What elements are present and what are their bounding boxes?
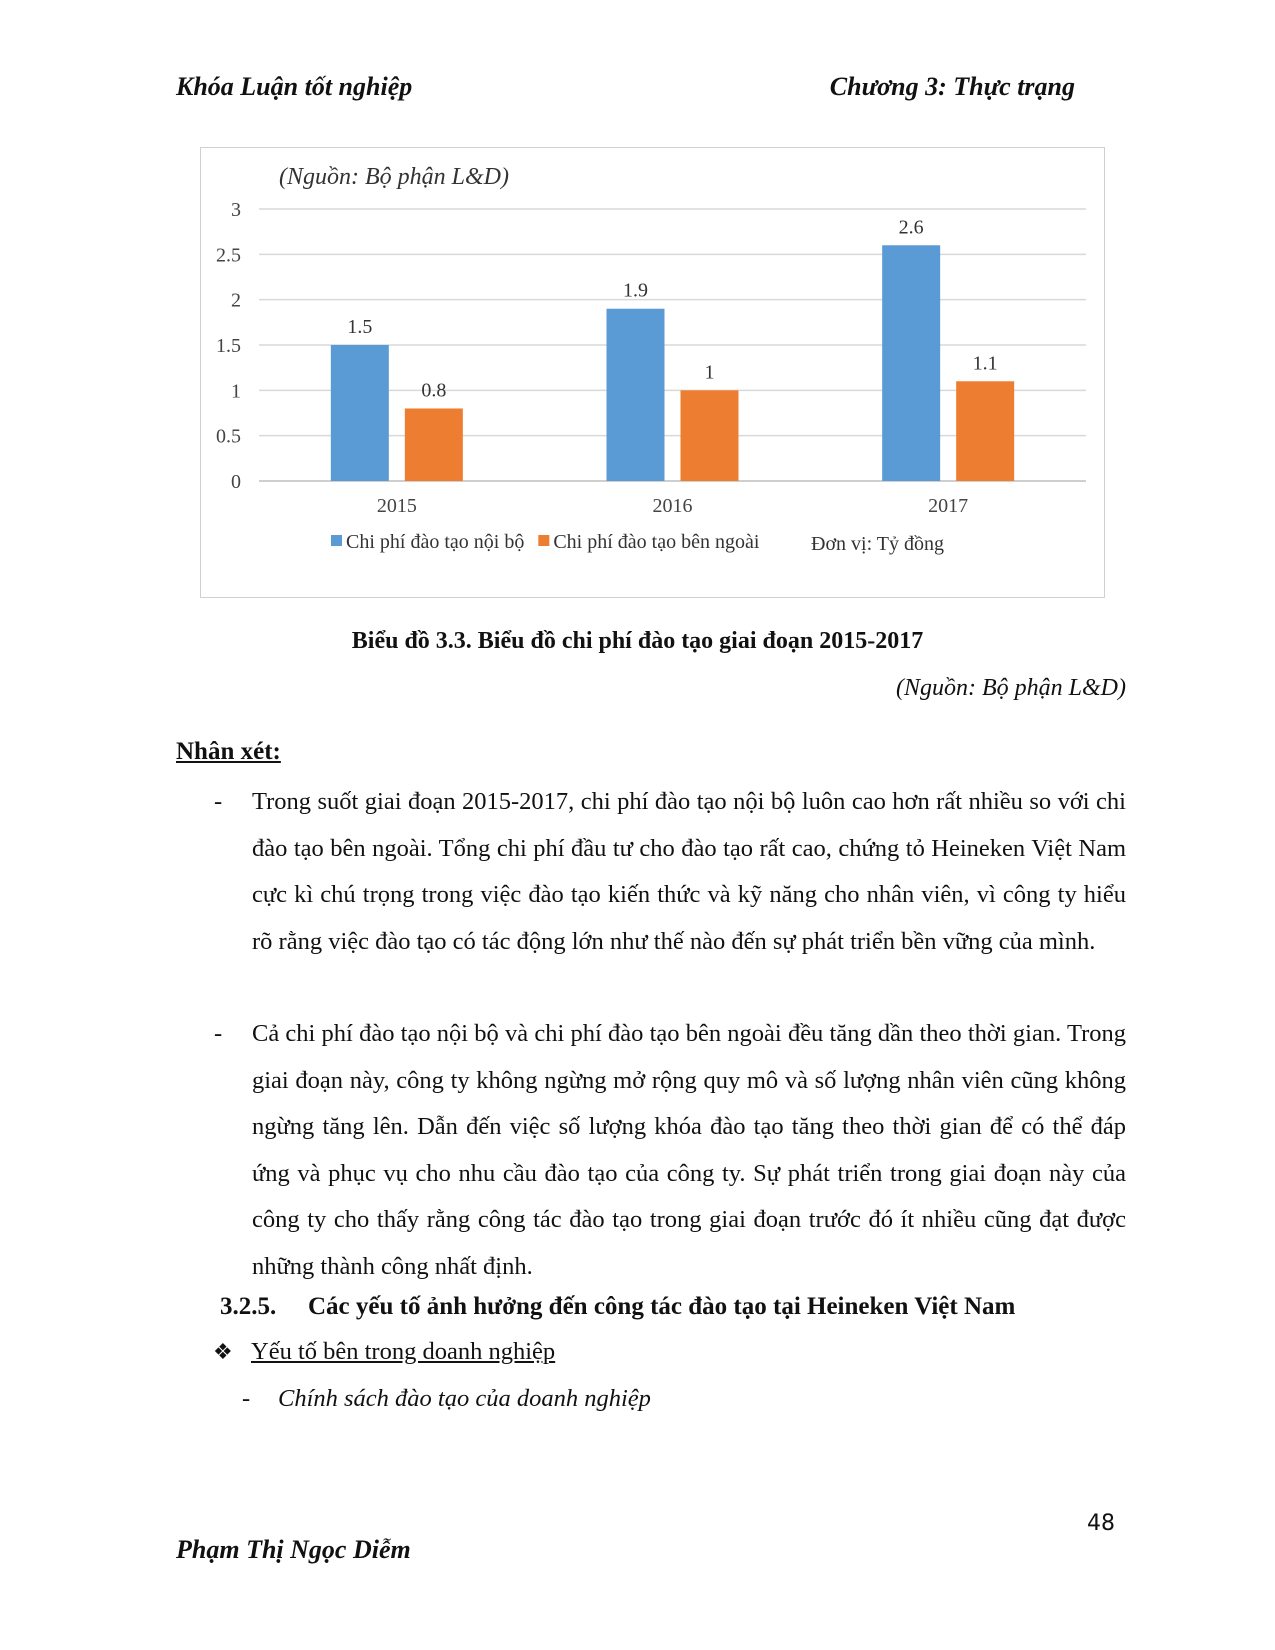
y-tick-label: 1 <box>231 380 241 403</box>
factor-heading <box>213 1338 555 1366</box>
remark-item <box>176 1011 1126 1291</box>
y-tick-label: 3 <box>231 199 241 221</box>
factor-label: Yếu tố bên trong doanh nghiệp <box>251 1338 556 1365</box>
remarks-heading: Nhân xét: <box>176 738 281 765</box>
x-tick-label: 2016 <box>652 495 693 517</box>
section-heading <box>220 1293 1015 1321</box>
bar-external <box>681 390 739 481</box>
header-left-title: Khóa Luận tốt nghiệp <box>176 72 413 101</box>
bullet-dash: - <box>242 1385 251 1412</box>
data-label: 1.9 <box>623 279 648 302</box>
remark-text: Cả chi phí đào tạo nội bộ và chi phí đào tạo bên ngoài đều tăng dần theo thời gian. Trong giai đoạn này, công ty không ngừng mở rộng quy mô và số lượng nhân viên cũng không ngừng tăng lên. Dẫn đến việc số lượng khóa đào tạo tăng theo thời gian để có thể đáp ứng và phục vụ cho nhu cầu đào tạo của công ty. Sự phát triển trong giai đoạn này của công ty cho thấy rằng công tác đào tạo trong giai đoạn trước đó ít nhiều cũng đạt được những thành công nhất định. <box>252 1020 1126 1280</box>
bar-internal <box>882 245 940 481</box>
figure-caption: Biểu đồ 3.3. Biểu đồ chi phí đào tạo giai đoạn 2015-2017 <box>351 628 924 654</box>
legend-label: Chi phí đào tạo bên ngoài <box>553 531 760 553</box>
y-tick-label: 2.5 <box>216 244 241 267</box>
x-tick-label: 2017 <box>928 495 969 517</box>
data-label: 2.6 <box>898 216 924 239</box>
legend-swatch <box>538 535 549 546</box>
data-label: 1.1 <box>972 352 998 375</box>
data-label: 0.8 <box>421 379 447 402</box>
bar-chart <box>201 148 1106 599</box>
sub-item-label: Chính sách đào tạo của doanh nghiệp <box>278 1385 651 1412</box>
bullet-dash: - <box>214 1020 223 1047</box>
y-tick-label: 2 <box>231 289 241 312</box>
section-title: Các yếu tố ảnh hưởng đến công tác đào tạo tại Heineken Việt Nam <box>308 1293 1016 1320</box>
legend-swatch <box>331 535 342 546</box>
data-label: 1 <box>704 361 715 384</box>
bar-external <box>956 381 1014 481</box>
data-label: 1.5 <box>347 316 373 338</box>
page-number: 48 <box>1087 1511 1115 1536</box>
unit-note: Đơn vị: Tỷ đồng <box>811 533 944 555</box>
chart-title: (Nguồn: Bộ phận L&D) <box>279 164 509 190</box>
sub-item <box>242 1385 651 1413</box>
chart-frame <box>200 147 1105 598</box>
x-tick-label: 2015 <box>376 495 417 517</box>
bar-external <box>405 408 463 481</box>
footer-author: Phạm Thị Ngọc Diễm <box>176 1535 411 1564</box>
bullet-dash: - <box>214 788 223 815</box>
diamond-bullet-icon: ❖ <box>213 1340 233 1365</box>
bar-internal <box>607 309 665 481</box>
remark-text: Trong suốt giai đoạn 2015-2017, chi phí đào tạo nội bộ luôn cao hơn rất nhiều so với chi đào tạo bên ngoài. Tổng chi phí đầu tư cho đào tạo rất cao, chứng tỏ Heineken Việt Nam cực kì chú trọng trong việc đào tạo kiến thức và kỹ năng cho nhân viên, vì công ty hiểu rõ rằng việc đào tạo có tác động lớn như thế nào đến sự phát triển bền vững của mình. <box>252 788 1126 955</box>
figure-source: (Nguồn: Bộ phận L&D) <box>896 675 1126 701</box>
bar-internal <box>331 345 389 481</box>
remark-item <box>176 779 1126 1019</box>
y-tick-label: 1.5 <box>216 335 241 357</box>
section-number: 3.2.5. <box>220 1293 277 1320</box>
legend-label: Chi phí đào tạo nội bộ <box>346 531 525 553</box>
y-tick-label: 0 <box>231 471 241 493</box>
y-tick-label: 0.5 <box>216 425 241 448</box>
header-right-chapter: Chương 3: Thực trạng <box>829 72 1075 101</box>
